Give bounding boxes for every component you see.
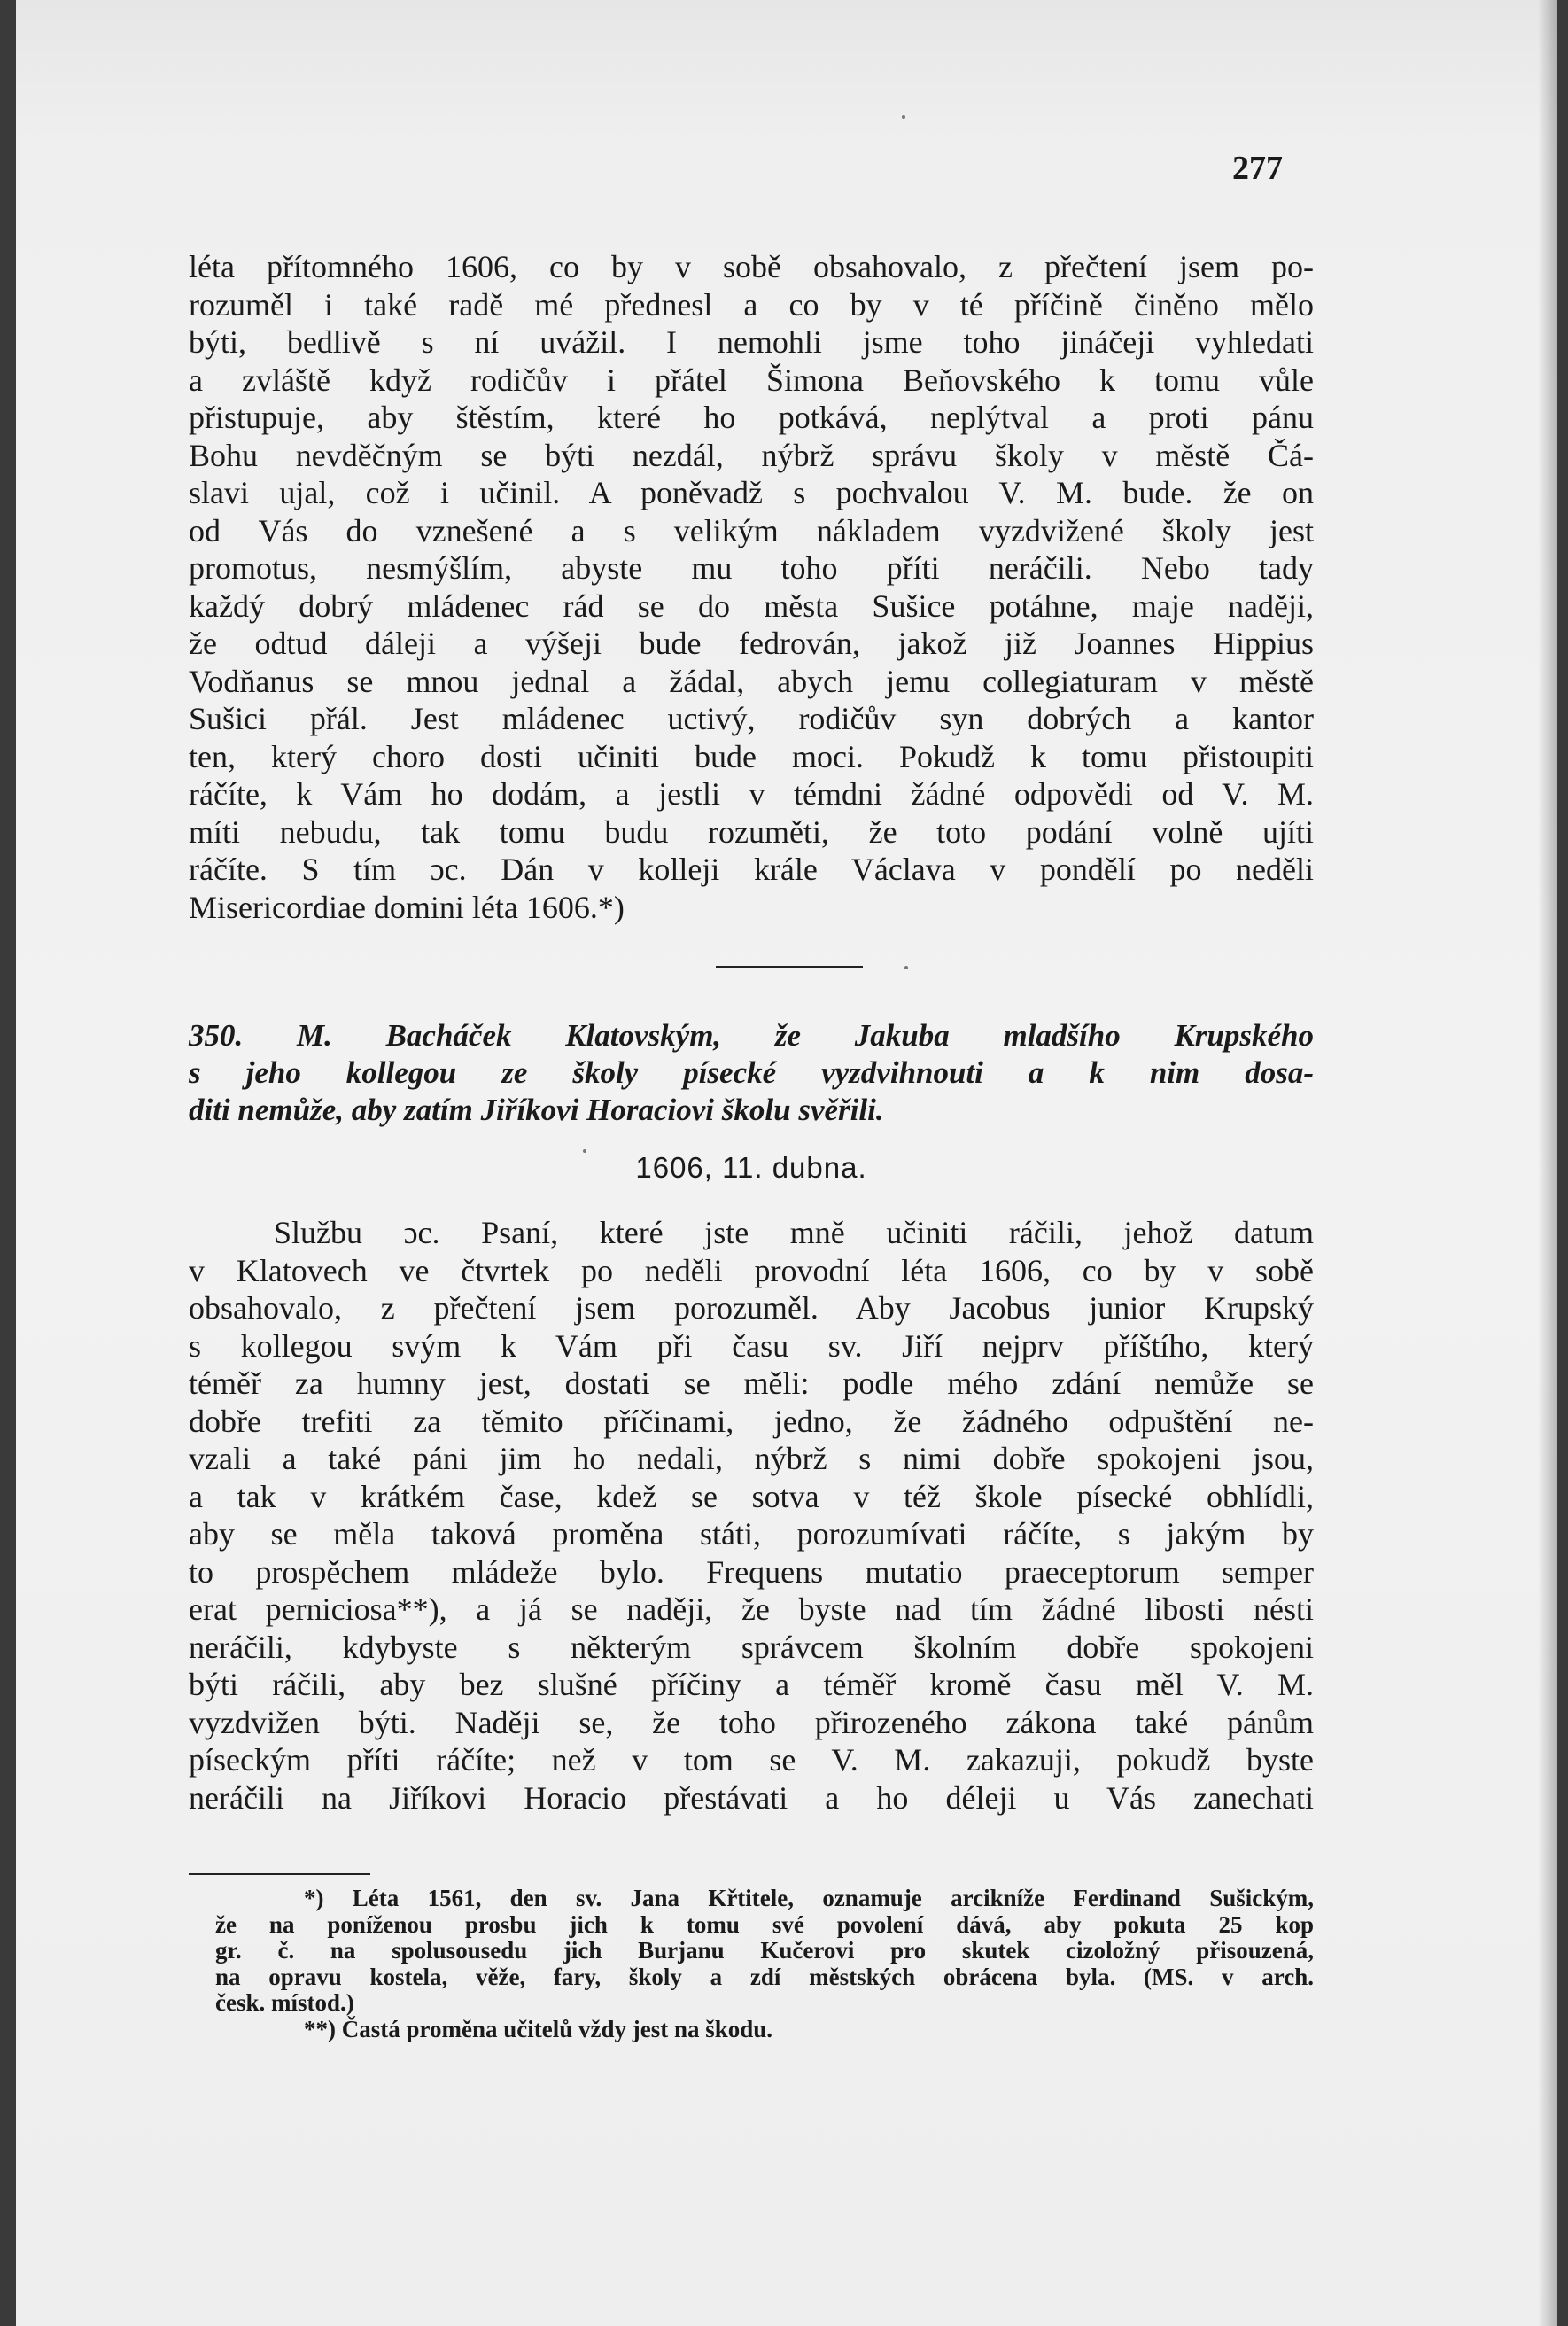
text-line: dobře trefiti za těmito příčinami, jedno, že žádného odpuštění ne- [189, 1403, 1314, 1439]
heading-line: 350. M. Bacháček Klatovským, že Jakuba mladšího Krupského [189, 1018, 1314, 1053]
text-line: vyzdvižen býti. Naději se, že toho přirozeného zákona také pánům [189, 1704, 1314, 1740]
section-divider [716, 966, 863, 968]
text-line: býti ráčili, aby bez slušné příčiny a téměř kromě času měl V. M. [189, 1667, 1314, 1702]
text-line: přistupuje, aby štěstím, které ho potkává, neplýtval a proti pánu [189, 400, 1314, 435]
scan-speck [902, 115, 905, 119]
text-line: ráčíte, k Vám ho dodám, a jestli v témdni žádné odpovědi od V. M. [189, 776, 1314, 812]
text-line: neráčili na Jiříkovi Horacio přestávati a ho déleji u Vás zanechati [189, 1779, 1314, 1816]
text-line: píseckým příti ráčíte; než v tom se V. M. zakazuji, pokudž byste [189, 1742, 1314, 1778]
footnote-line: **) Častá proměna učitelů vždy jest na škodu. [304, 2015, 773, 2042]
text-line: Vodňanus se mnou jednal a žádal, abych jemu collegiaturam v městě [189, 663, 1314, 699]
page-number: 277 [1232, 150, 1283, 187]
text-line: od Vás do vznešené a s velikým nákladem vyzdvižené školy jest [189, 512, 1314, 548]
text-line: a zvláště když rodičův i přátel Šimona Beňovského k tomu vůle [189, 362, 1314, 398]
page-edge-shadow [1538, 0, 1557, 2326]
text-line: býti, bedlivě s ní uvážil. I nemohli jsme toho jináčeji vyhledati [189, 324, 1314, 360]
text-line: téměř za humny jest, dostati se měli: podle mého zdání nemůže se [189, 1365, 1314, 1401]
text-line: Službu ɔc. Psaní, které jste mně učiniti ráčili, jehož datum [274, 1215, 1314, 1250]
text-line: Bohu nevděčným se býti nezdál, nýbrž správu školy v městě Čá- [189, 437, 1314, 473]
footnote-line: na opravu kostela, věže, fary, školy a zdí městských obrácena byla. (MS. v arch. [215, 1963, 1314, 1990]
text-line: že odtud dáleji a výšeji bude fedrován, jakož již Joannes Hippius [189, 626, 1314, 661]
footnote-line: *) Léta 1561, den sv. Jana Křtitele, oznamuje arcikníže Ferdinand Sušickým, [304, 1885, 1314, 1911]
book-page [16, 0, 1557, 2326]
footnote-line: že na poníženou prosbu jich k tomu své povolení dává, aby pokuta 25 kop [215, 1910, 1314, 1938]
text-line: Misericordiae domini léta 1606.*) [189, 889, 625, 925]
footnotes [215, 1886, 1314, 2042]
text-line: míti nebudu, tak tomu budu rozuměti, že toto podání volně ujíti [189, 813, 1314, 850]
text-line: ten, který choro dosti učiniti bude moci. Pokudž k tomu přistoupiti [189, 738, 1314, 774]
heading-line: s jeho kollegou ze školy písecké vyzdvihnouti a k nim dosa- [189, 1055, 1314, 1090]
text-line: to prospěchem mládeže bylo. Frequens mutatio praeceptorum semper [189, 1553, 1314, 1590]
text-line: rozuměl i také radě mé přednesl a co by v té příčině činěno mělo [189, 286, 1314, 323]
text-line: aby se měla taková proměna státi, porozumívati ráčíte, s jakým by [189, 1516, 1314, 1552]
footnote-rule [189, 1873, 370, 1875]
scan-speck [904, 966, 908, 969]
footnote-line: česk. místod.) [215, 1989, 354, 2016]
letter-heading [189, 1017, 1314, 1129]
heading-line: diti nemůže, aby zatím Jiříkovi Horaciovi školu svěřili. [189, 1093, 884, 1127]
text-line: Sušici přál. Jest mládenec uctivý, rodičův syn dobrých a kantor [189, 701, 1314, 736]
footnote-line: gr. č. na spolusousedu jich Burjanu Kučerovi pro skutek cizoložný přisouzená, [215, 1937, 1314, 1964]
text-line: ráčíte. S tím ɔc. Dán v kolleji krále Václava v pondělí po neděli [189, 852, 1314, 887]
text-line: každý dobrý mládenec rád se do města Sušice potáhne, maje naději, [189, 587, 1314, 624]
text-line: a tak v krátkém čase, kdež se sotva v též škole písecké obhlídli, [189, 1478, 1314, 1514]
text-line: obsahovalo, z přečtení jsem porozuměl. Aby Jacobus junior Krupský [189, 1290, 1314, 1326]
letter-date: 1606, 11. dubna. [635, 1151, 867, 1184]
text-line: léta přítomného 1606, co by v sobě obsahovalo, z přečtení jsem po- [189, 249, 1314, 284]
text-line: s kollegou svým k Vám při času sv. Jiří nejprv příštího, který [189, 1327, 1314, 1364]
text-line: neráčili, kdybyste s některým správcem školním dobře spokojeni [189, 1629, 1314, 1665]
letter-body [189, 1214, 1314, 1816]
text-line: promotus, nesmýšlím, abyste mu toho příti neráčili. Nebo tady [189, 550, 1314, 586]
text-line: v Klatovech ve čtvrtek po neděli provodní léta 1606, co by v sobě [189, 1252, 1314, 1288]
scan-speck [583, 1149, 586, 1153]
letter-continuation [189, 248, 1314, 926]
text-line: erat perniciosa**), a já se naději, že byste nad tím žádné libosti nésti [189, 1591, 1314, 1627]
text-line: vzali a také páni jim ho nedali, nýbrž s nimi dobře spokojeni jsou, [189, 1441, 1314, 1476]
text-line: slavi ujal, což i učinil. A poněvadž s pochvalou V. M. bude. že on [189, 475, 1314, 510]
